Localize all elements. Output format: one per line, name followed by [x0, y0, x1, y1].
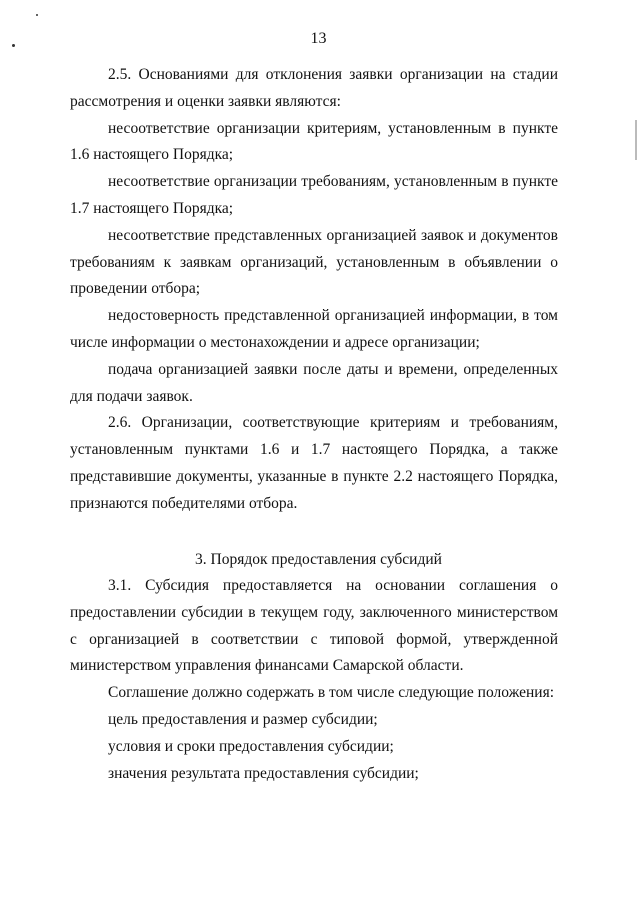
list-item: несоответствие организации требованиям, установленным в пункте 1.7 настоящего Порядка; [70, 173, 558, 217]
list-item: недостоверность представленной организацией информации, в том числе информации о местонахождении и адресе организации; [70, 307, 558, 351]
section-3-heading: 3. Порядок предоставления субсидий [195, 551, 442, 568]
list-item: несоответствие представленных организацией заявок и документов требованиям к заявкам организаций, установленным в объявлении о проведении отбора; [70, 226, 558, 298]
scan-speck [36, 14, 38, 16]
list-item: значения результата предоставления субсидии; [108, 764, 419, 782]
section-2-body [70, 62, 558, 518]
paragraph-2-5: 2.5. Основаниями для отклонения заявки организации на стадии рассмотрения и оценки заявки являются: [70, 66, 558, 110]
paragraph-2-6: 2.6. Организации, соответствующие критериям и требованиям, установленным пунктами 1.6 и 1.7 настоящего Порядка, а также представившие документы, указанные в пункте 2.2 настоящего Порядка, признаются победителями отбора. [70, 414, 558, 512]
paragraph-3-1: 3.1. Субсидия предоставляется на основании соглашения о предоставлении субсидии в текущем году, заключенного министерством с организацией в соответствии с типовой формой, утвержденной министерством управления финансами Самарской области. [70, 577, 558, 675]
page-number: 13 [310, 30, 327, 47]
list-item: несоответствие организации критериям, установленным в пункте 1.6 настоящего Порядка; [70, 119, 558, 164]
list-item: условия и сроки предоставления субсидии; [108, 737, 394, 755]
section-3-body [70, 573, 558, 787]
paragraph-agreement: Соглашение должно содержать в том числе следующие положения: [108, 684, 555, 702]
list-item: цель предоставления и размер субсидии; [108, 710, 378, 728]
list-item: подача организацией заявки после даты и времени, определенных для подачи заявок. [70, 360, 558, 405]
